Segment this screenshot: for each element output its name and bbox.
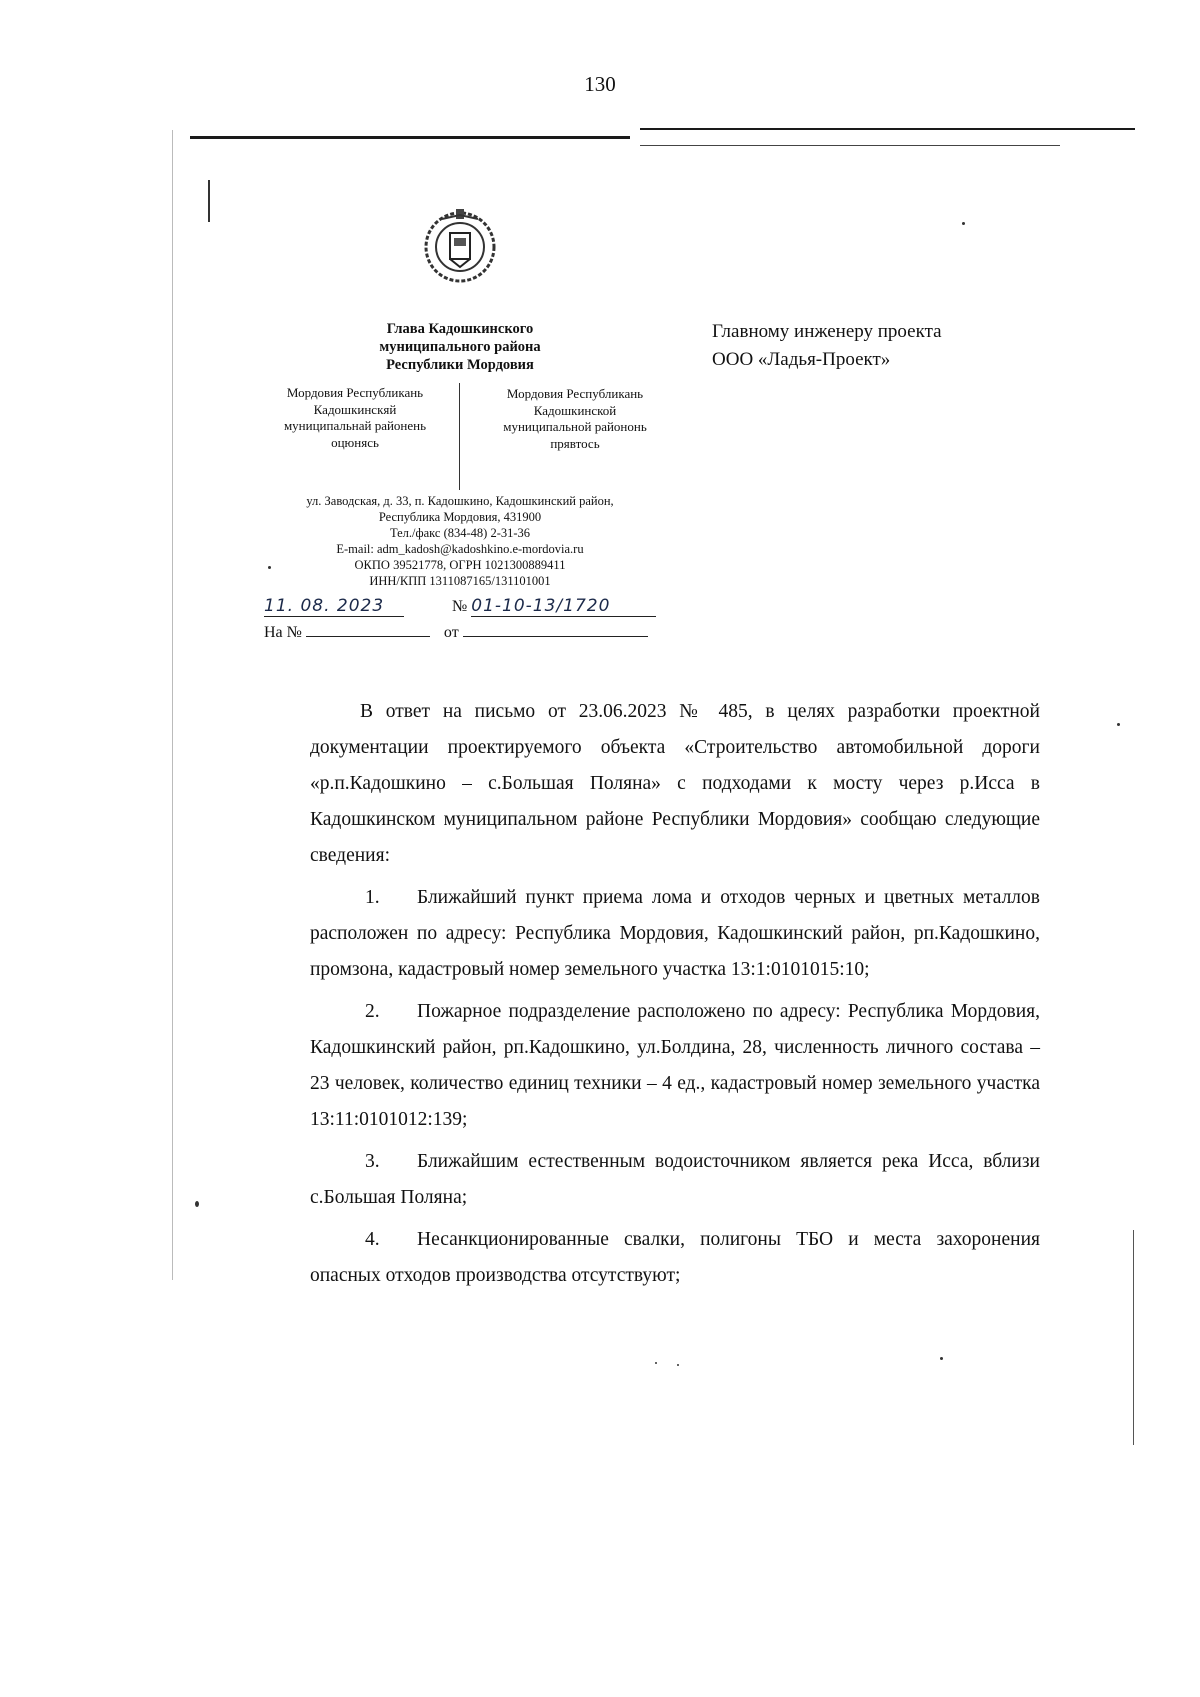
- address-line: Республика Мордовия, 431900: [378, 510, 542, 524]
- coat-of-arms-emblem: [420, 205, 500, 285]
- from-label: от: [443, 624, 459, 641]
- number-label: №: [452, 598, 468, 615]
- scan-speck: [655, 1362, 657, 1364]
- right-edge-line: [1133, 1230, 1134, 1445]
- scan-speck: [940, 1357, 943, 1360]
- item-number: 3.: [365, 1151, 380, 1172]
- erzya-title-line: муниципальной райононь: [503, 419, 647, 434]
- top-rule: [190, 136, 630, 139]
- erzya-title-line: прявтось: [550, 435, 600, 451]
- moksha-title-line: Мордовия Республикань: [286, 385, 424, 400]
- inn-line: ИНН/КПП 1311087165/131101001: [369, 574, 551, 588]
- organization-title: [330, 320, 590, 374]
- item-number: 2.: [365, 1001, 380, 1022]
- title-divider: [459, 383, 460, 490]
- list-item: [310, 994, 1040, 1138]
- address-line: ул. Заводская, д. 33, п. Кадошкино, Кадошкинский район,: [306, 494, 614, 508]
- left-edge-line: [172, 130, 173, 1280]
- number-handwritten: 01-10-13/1720: [471, 596, 656, 617]
- registration-row: [264, 596, 656, 617]
- item-text: Несанкционированные свалки, полигоны ТБО и места захоронения опасных отходов производства отсутствуют;: [310, 1229, 1040, 1286]
- intro-paragraph: В ответ на письмо от 23.06.2023 № 485, в целях разработки проектной документации проектируемого объекта «Строительство автомобильной дороги «р.п.Кадошкино – с.Большая Поляна» с подходами к мосту через р.Исса в Кадошкинском муниципальном районе Республики Мордовия» сообщаю следующие сведения:: [310, 701, 1040, 866]
- item-text: Ближайшим естественным водоисточником является река Исса, вблизи с.Большая Поляна;: [310, 1151, 1040, 1208]
- scan-speck: [1117, 723, 1120, 726]
- addressee: [712, 318, 942, 374]
- moksha-title-line: оцюнясь: [331, 434, 379, 450]
- reply-number-blank: [306, 622, 430, 637]
- scan-speck: [677, 1364, 679, 1366]
- addressee-line: ООО «Ладья-Проект»: [712, 349, 891, 370]
- phone-line: Тел./факс (834-48) 2-31-36: [389, 526, 531, 540]
- scan-speck: [268, 566, 271, 569]
- okpo-line: ОКПО 39521778, ОГРН 1021300889411: [354, 558, 566, 572]
- org-title-line: Глава Кадошкинского: [386, 321, 534, 337]
- scan-speck: [962, 222, 965, 225]
- date-handwritten: 11. 08. 2023: [264, 596, 404, 617]
- reply-date-blank: [463, 622, 648, 637]
- list-item: [310, 1222, 1040, 1294]
- moksha-title-block: [255, 385, 455, 451]
- item-number: 1.: [365, 887, 380, 908]
- contact-details: [260, 493, 660, 589]
- moksha-title-line: Кадошкинскяй: [313, 401, 397, 417]
- erzya-title-line: Мордовия Республикань: [506, 386, 644, 401]
- list-item: [310, 1144, 1040, 1216]
- item-number: 4.: [365, 1229, 380, 1250]
- org-title-line: муниципального района: [379, 339, 541, 355]
- erzya-title-line: Кадошкинской: [533, 402, 617, 418]
- top-rule-thin: [640, 145, 1060, 146]
- top-rule-right: [640, 128, 1135, 130]
- moksha-title-line: муниципальнай районень: [283, 418, 427, 433]
- left-edge-mark: [208, 180, 210, 222]
- email-line: E-mail: adm_kadosh@kadoshkino.e-mordovia.ru: [336, 542, 584, 556]
- scan-speck: [195, 1201, 199, 1207]
- reply-label: На №: [264, 624, 302, 641]
- page-number: 130: [584, 72, 616, 96]
- addressee-line: Главному инженеру проекта: [712, 321, 942, 342]
- org-title-line: Республики Мордовия: [386, 357, 534, 373]
- reply-row: [264, 622, 648, 642]
- letter-body: [310, 694, 1040, 1294]
- item-text: Пожарное подразделение расположено по адресу: Республика Мордовия, Кадошкинский район, рп.Кадошкино, ул.Болдина, 28, численность личного состава – 23 человек, количество единиц техники – 4 ед., кадастровый номер земельного участка 13:11:0101012:139;: [310, 1001, 1040, 1130]
- item-text: Ближайший пункт приема лома и отходов черных и цветных металлов расположен по адресу: Республика Мордовия, Кадошкинский район, рп.Кадошкино, промзона, кадастровый номер земельного участка 13:1:0101015:10;: [310, 887, 1040, 980]
- list-item: [310, 880, 1040, 988]
- erzya-title-block: [475, 386, 675, 452]
